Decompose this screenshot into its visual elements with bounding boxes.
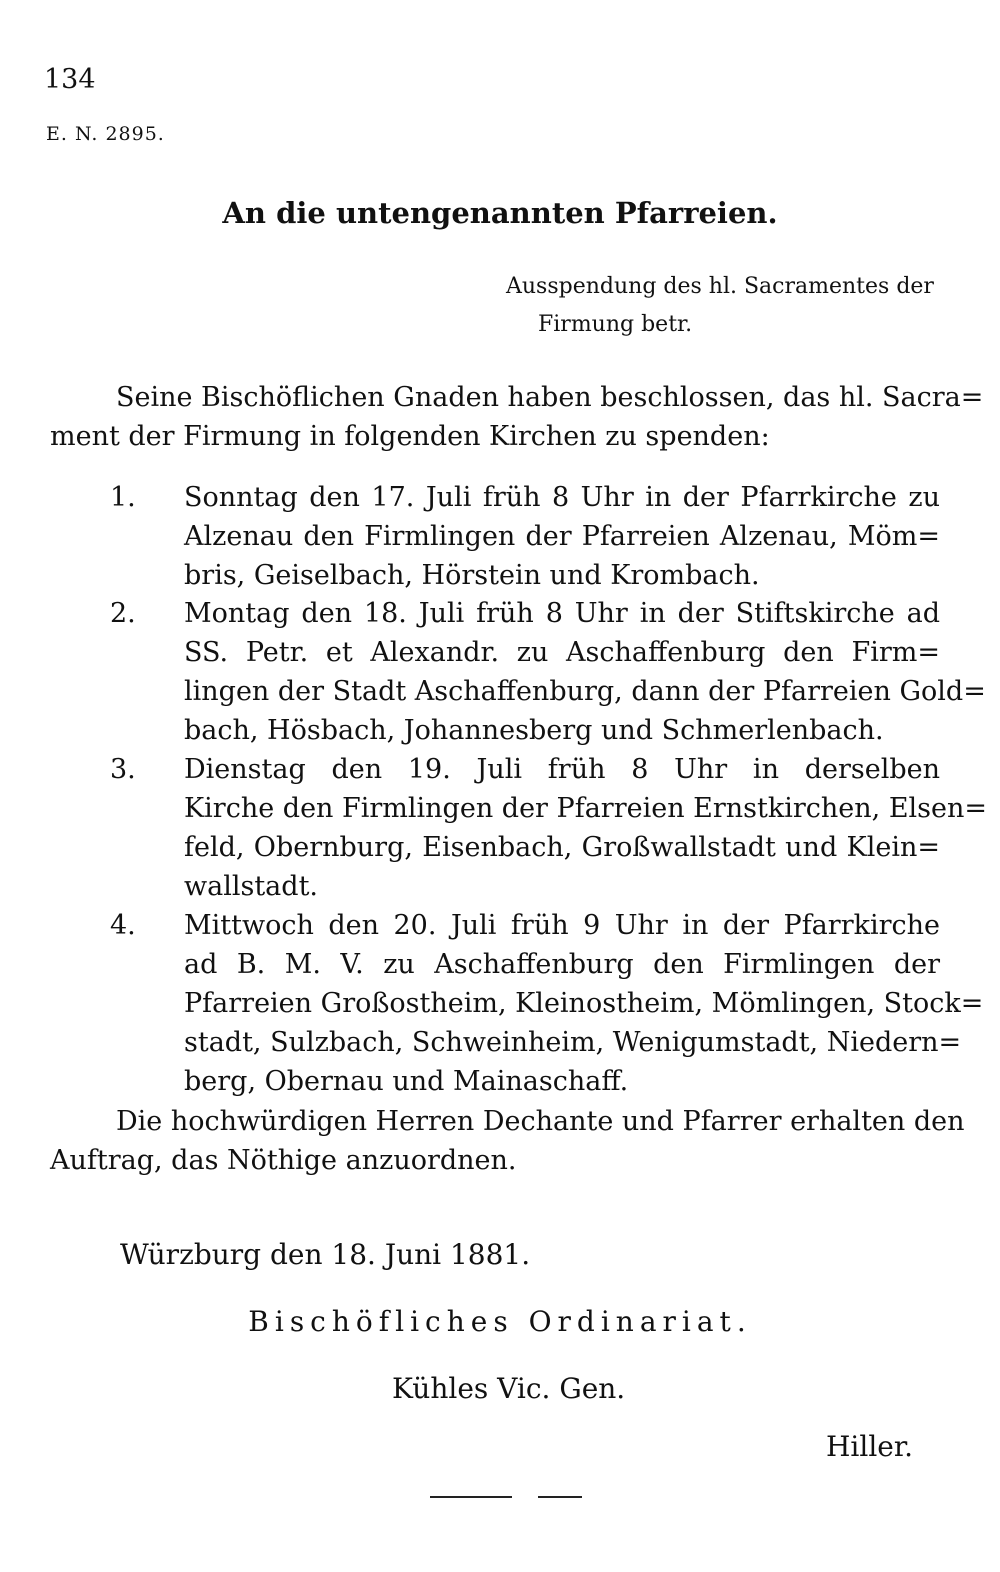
subject-line-1: Ausspendung des hl. Sacramentes der (506, 274, 934, 299)
page-number: 134 (44, 64, 96, 95)
item-line: Dienstag den 19. Juli früh 8 Uhr in derselben (184, 754, 940, 785)
issuing-office: Bischöfliches Ordinariat. (248, 1305, 752, 1338)
item-line: bach, Hösbach, Johannesberg und Schmerlenbach. (184, 715, 884, 746)
item-number: 2. (110, 598, 136, 629)
item-line: bris, Geiselbach, Hörstein und Krombach. (184, 560, 760, 591)
closing-paragraph (50, 1102, 965, 1180)
signatory-vicar-general: Kühles Vic. Gen. (392, 1372, 626, 1405)
closing-line-1: Die hochwürdigen Herren Dechante und Pfarrer erhalten den (116, 1106, 965, 1137)
item-number: 4. (110, 910, 136, 941)
item-number: 3. (110, 754, 136, 785)
intro-line-2: ment der Firmung in folgenden Kirchen zu spenden: (50, 421, 770, 452)
intro-line-1: Seine Bischöflichen Gnaden haben beschlossen, das hl. Sacra= (116, 382, 984, 413)
item-line: Montag den 18. Juli früh 8 Uhr in der Stiftskirche ad (184, 598, 940, 629)
subject-line-2: Firmung betr. (538, 312, 693, 337)
item-line: Pfarreien Großostheim, Kleinostheim, Mömlingen, Stock= (184, 988, 984, 1019)
item-line: wallstadt. (184, 871, 318, 902)
item-text (184, 478, 940, 595)
item-line: Kirche den Firmlingen der Pfarreien Ernstkirchen, Elsen= (184, 793, 988, 824)
closing-rule-left (430, 1496, 512, 1498)
reference-number: E. N. 2895. (46, 123, 165, 145)
item-line: Mittwoch den 20. Juli früh 9 Uhr in der Pfarrkirche (184, 910, 940, 941)
subject-note (506, 268, 934, 344)
heading: An die untengenannten Pfarreien. (222, 196, 778, 230)
item-line: berg, Obernau und Mainaschaff. (184, 1066, 629, 1097)
item-line: ad B. M. V. zu Aschaffenburg den Firmlingen der (184, 949, 940, 980)
closing-line-2: Auftrag, das Nöthige anzuordnen. (50, 1145, 517, 1176)
item-line: SS. Petr. et Alexandr. zu Aschaffenburg den Firm= (184, 637, 940, 668)
item-line: Alzenau den Firmlingen der Pfarreien Alzenau, Möm= (184, 521, 940, 552)
item-number: 1. (110, 482, 136, 513)
closing-rule-right (538, 1496, 582, 1498)
item-line: Sonntag den 17. Juli früh 8 Uhr in der Pfarrkirche zu (184, 482, 940, 513)
place-and-date: Würzburg den 18. Juni 1881. (120, 1238, 531, 1271)
intro-paragraph (50, 378, 984, 456)
item-line: feld, Obernburg, Eisenbach, Großwallstadt und Klein= (184, 832, 940, 863)
item-line: stadt, Sulzbach, Schweinheim, Wenigumstadt, Niedern= (184, 1027, 962, 1058)
item-line: lingen der Stadt Aschaffenburg, dann der Pfarreien Gold= (184, 676, 986, 707)
item-text (184, 594, 986, 750)
signatory-secretary: Hiller. (826, 1430, 914, 1463)
item-text (184, 906, 984, 1101)
item-text (184, 750, 988, 906)
